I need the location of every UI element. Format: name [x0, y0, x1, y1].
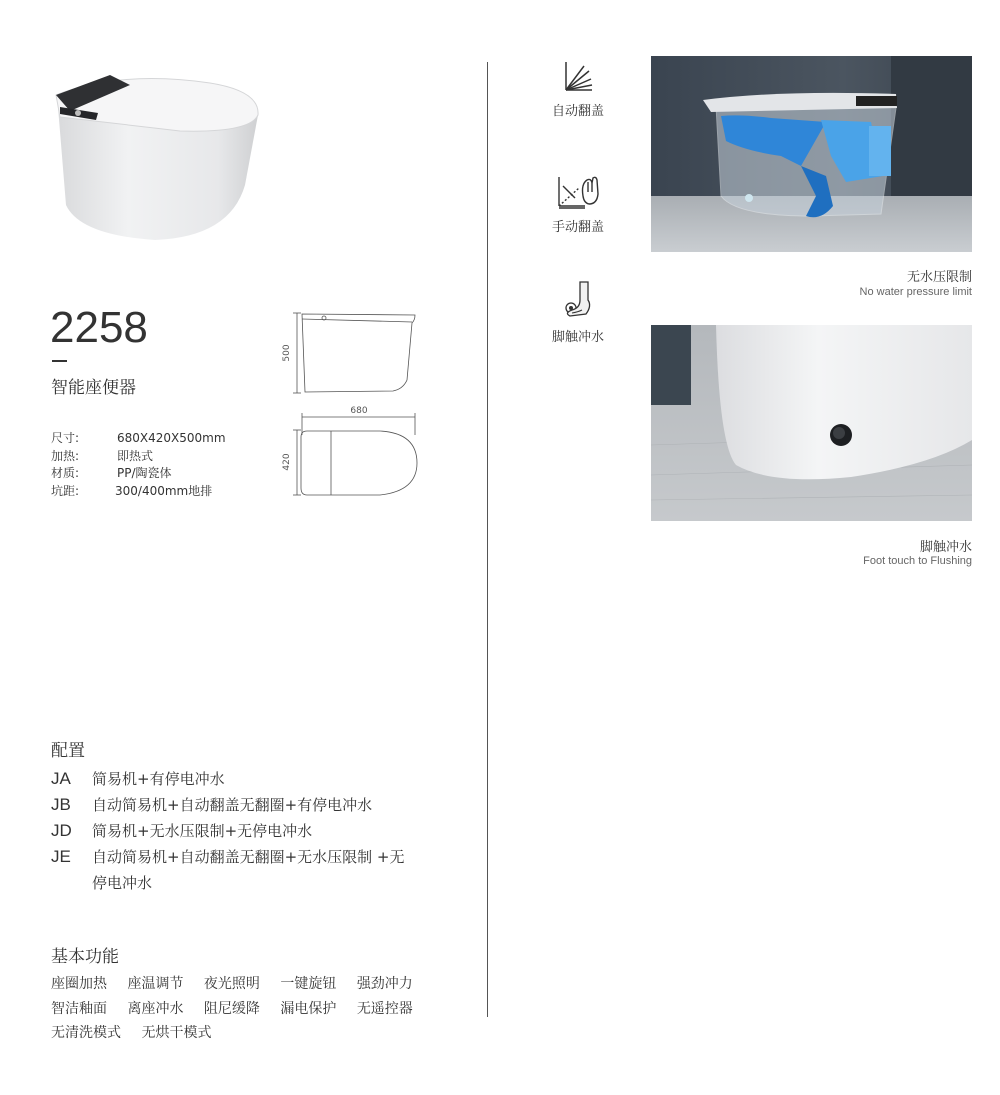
- config-row: [51, 818, 412, 844]
- function-item: 离座冲水: [127, 1000, 184, 1017]
- config-code: JA: [51, 769, 71, 788]
- width-label: 420: [282, 453, 292, 471]
- function-item: 强劲冲力: [356, 976, 413, 992]
- foot-button-photo: [651, 325, 972, 521]
- config-desc: 简易机+有停电冲水: [92, 770, 225, 788]
- function-item: 无烘干模式: [141, 1025, 212, 1041]
- function-item: 无遥控器: [356, 1000, 413, 1017]
- feature-auto-flip: [538, 60, 618, 119]
- spec-value: 即热式: [117, 448, 154, 463]
- function-item: 无清洗模式: [51, 1025, 121, 1041]
- config-list: [51, 766, 412, 896]
- spec-row: [51, 448, 226, 466]
- config-code: JE: [51, 847, 71, 866]
- config-code: JB: [51, 795, 71, 814]
- product-name: 智能座便器: [51, 378, 136, 398]
- spec-value: 680X420X500mm: [117, 431, 226, 445]
- photo1-caption-cn: 无水压限制: [906, 270, 972, 285]
- function-item: 漏电保护: [280, 1000, 337, 1017]
- auto-flip-icon: [562, 60, 594, 94]
- config-row: [51, 844, 412, 896]
- feature-label: 自动翻盖: [551, 104, 604, 119]
- function-row: [51, 972, 429, 997]
- config-desc: 自动简易机+自动翻盖无翻圈+无水压限制 +无停电冲水: [92, 848, 405, 892]
- basic-functions-list: [51, 972, 429, 1046]
- feature-label: 手动翻盖: [551, 220, 604, 235]
- config-row: [51, 792, 412, 818]
- spec-row: [51, 483, 226, 501]
- spec-row: [51, 465, 226, 483]
- spec-label: 材质:: [51, 466, 80, 480]
- spec-row: [51, 430, 226, 448]
- manual-flip-icon: [555, 174, 601, 210]
- photo1-caption-en: No water pressure limit: [859, 286, 972, 298]
- spec-value: 300/400mm地排: [115, 483, 213, 498]
- spec-value: PP/陶瓷体: [117, 466, 172, 480]
- config-desc: 简易机+无水压限制+无停电冲水: [92, 822, 313, 840]
- feature-foot-touch: [538, 280, 618, 345]
- spec-label: 尺寸:: [51, 431, 80, 445]
- model-number: 2258: [50, 303, 148, 352]
- function-item: 座温调节: [127, 976, 184, 992]
- function-row: [51, 1021, 429, 1046]
- basic-functions-title: 基本功能: [51, 947, 119, 967]
- function-item: 阻尼缓降: [203, 1000, 260, 1017]
- config-row: [51, 766, 412, 792]
- function-item: 智洁釉面: [51, 1000, 107, 1017]
- function-item: 夜光照明: [203, 976, 260, 992]
- spec-list: [51, 430, 226, 500]
- photo2-caption-en: Foot touch to Flushing: [863, 555, 972, 567]
- config-code: JD: [51, 821, 72, 840]
- config-title: 配置: [51, 741, 85, 761]
- length-label: 680: [350, 406, 368, 416]
- function-row: [51, 997, 429, 1022]
- feature-manual-flip: [538, 174, 618, 235]
- vertical-divider: [487, 62, 488, 1017]
- spec-label: 坑距:: [51, 483, 80, 498]
- toilet-product-photo: [50, 65, 265, 245]
- function-item: 一键旋钮: [280, 976, 337, 992]
- spec-label: 加热:: [51, 448, 80, 463]
- height-label: 500: [282, 344, 292, 362]
- config-desc: 自动简易机+自动翻盖无翻圈+有停电冲水: [92, 796, 373, 814]
- foot-touch-icon: [558, 280, 598, 320]
- function-item: 座圈加热: [51, 976, 107, 992]
- dimension-drawing: [275, 305, 435, 505]
- feature-label: 脚触冲水: [551, 330, 604, 345]
- cutaway-photo: [651, 56, 972, 252]
- title-dash: [52, 360, 67, 362]
- photo2-caption-cn: 脚触冲水: [919, 540, 972, 555]
